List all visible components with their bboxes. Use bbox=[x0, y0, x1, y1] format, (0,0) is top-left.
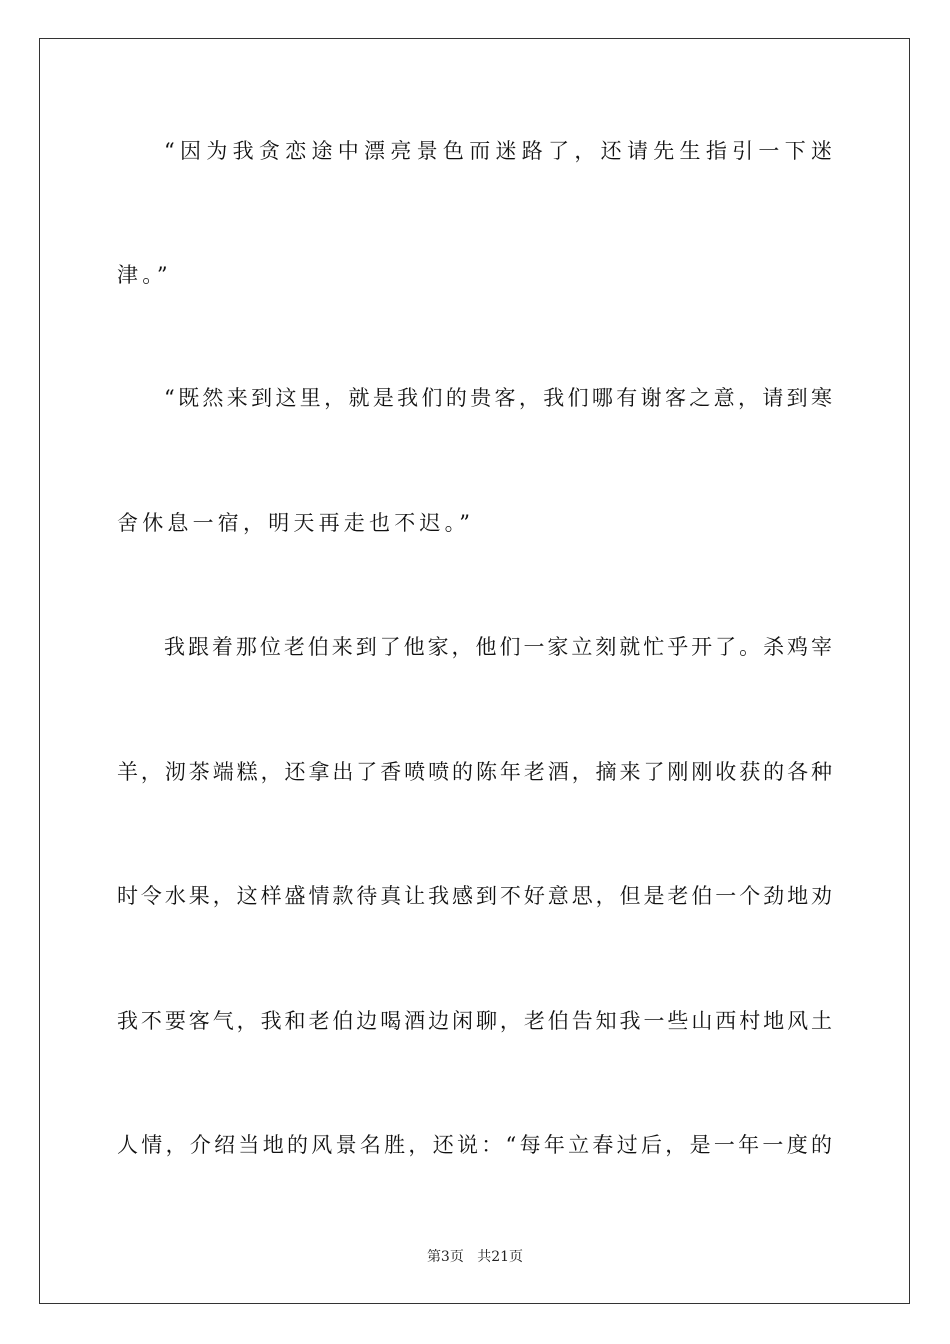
paragraph-line: 羊，沏茶端糕，还拿出了香喷喷的陈年老酒，摘来了刚刚收获的各种 bbox=[117, 760, 832, 784]
paragraph-line: 人情，介绍当地的风景名胜，还说：“每年立春过后，是一年一度的 bbox=[117, 1133, 832, 1157]
paragraph-line: 时令水果，这样盛情款待真让我感到不好意思，但是老伯一个劲地劝 bbox=[117, 884, 832, 908]
paragraph-line: “因为我贪恋途中漂亮景色而迷路了，还请先生指引一下迷 bbox=[164, 139, 832, 163]
paragraph-line: 我不要客气，我和老伯边喝酒边闲聊，老伯告知我一些山西村地风土 bbox=[117, 1009, 832, 1033]
paragraph-line: 我跟着那位老伯来到了他家，他们一家立刻就忙乎开了。杀鸡宰 bbox=[164, 635, 832, 659]
page-frame bbox=[39, 38, 910, 1304]
page-number: 第3页 bbox=[426, 1249, 464, 1265]
paragraph-line: “既然来到这里，就是我们的贵客，我们哪有谢客之意，请到寒 bbox=[164, 386, 832, 410]
page-footer bbox=[0, 1247, 950, 1267]
paragraph-line: 津。” bbox=[117, 263, 172, 287]
paragraph-line: 舍休息一宿，明天再走也不迟。” bbox=[117, 511, 475, 535]
page-total: 共21页 bbox=[477, 1249, 524, 1265]
